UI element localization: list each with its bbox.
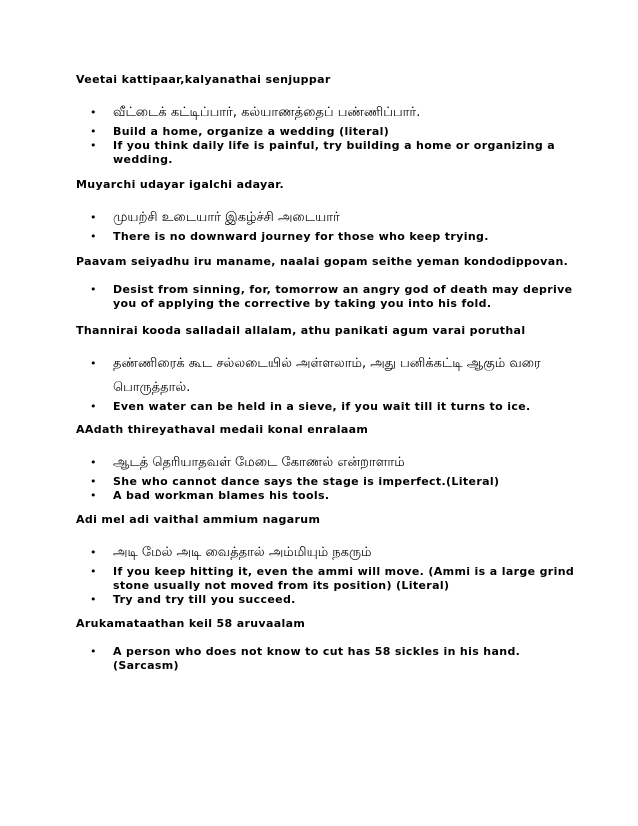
- meaning-item: • A person who does not know to cut has 58 sickles in his hand. (Sarcasm): [76, 645, 576, 673]
- proverb-bullet-list: [76, 283, 576, 311]
- meaning-item: • Try and try till you succeed.: [76, 593, 576, 607]
- proverb-heading: Adi mel adi vaithal ammium nagarum: [76, 513, 321, 526]
- proverb-heading: AAdath thireyathaval medaii konal enralaam: [76, 423, 369, 436]
- proverb-bullet-list: [76, 645, 576, 673]
- tamil-proverb: • ஆடத் தெரியாதவள் மேடை கோணல் என்றாளாம்: [76, 451, 576, 475]
- meaning-item: • There is no downward journey for those who keep trying.: [76, 230, 576, 244]
- proverb-5: [76, 423, 576, 503]
- proverb-bullet-list: [76, 101, 576, 167]
- tamil-proverb: • முயற்சி உடையார் இகழ்ச்சி அடையார்: [76, 206, 576, 230]
- proverb-heading: Paavam seiyadhu iru maname, naalai gopam seithe yeman kondodippovan.: [76, 255, 569, 268]
- tamil-proverb: • வீட்டைக் கட்டிப்பார், கல்யாணத்தைப் பண்ணிப்பார்.: [76, 101, 576, 125]
- proverb-heading: Arukamataathan keil 58 aruvaalam: [76, 617, 306, 630]
- proverb-bullet-list: [76, 541, 576, 607]
- proverb-heading: Thannirai kooda salladail allalam, athu panikati agum varai poruthal: [76, 324, 526, 337]
- proverb-4: [76, 324, 576, 414]
- meaning-item: • If you keep hitting it, even the ammi will move. (Ammi is a large grind stone usually not moved from its position) (Literal): [76, 565, 576, 593]
- meaning-item: • A bad workman blames his tools.: [76, 489, 576, 503]
- proverb-3: [76, 255, 576, 311]
- proverb-2: [76, 178, 576, 244]
- meaning-item: • Build a home, organize a wedding (literal): [76, 125, 576, 139]
- proverb-7: [76, 617, 576, 673]
- meaning-item: • Desist from sinning, for, tomorrow an angry god of death may deprive you of applying the corrective by taking you into his fold.: [76, 283, 576, 311]
- proverb-heading: Muyarchi udayar igalchi adayar.: [76, 178, 285, 191]
- proverb-bullet-list: [76, 206, 576, 244]
- meaning-item: • She who cannot dance says the stage is imperfect.(Literal): [76, 475, 576, 489]
- proverb-bullet-list: [76, 451, 576, 503]
- tamil-proverb: • தண்ணிரைக் கூட சல்லடையில் அள்ளலாம், அது பனிக்கட்டி ஆகும் வரை பொருத்தால்.: [76, 352, 576, 400]
- tamil-proverb: • அடி மேல் அடி வைத்தால் அம்மியும் நகரும்: [76, 541, 576, 565]
- meaning-item: • Even water can be held in a sieve, if you wait till it turns to ice.: [76, 400, 576, 414]
- proverb-1: [76, 73, 576, 167]
- meaning-item: • If you think daily life is painful, try building a home or organizing a wedding.: [76, 139, 576, 167]
- proverb-6: [76, 513, 576, 607]
- proverb-heading: Veetai kattipaar,kalyanathai senjuppar: [76, 73, 331, 86]
- proverb-bullet-list: [76, 352, 576, 414]
